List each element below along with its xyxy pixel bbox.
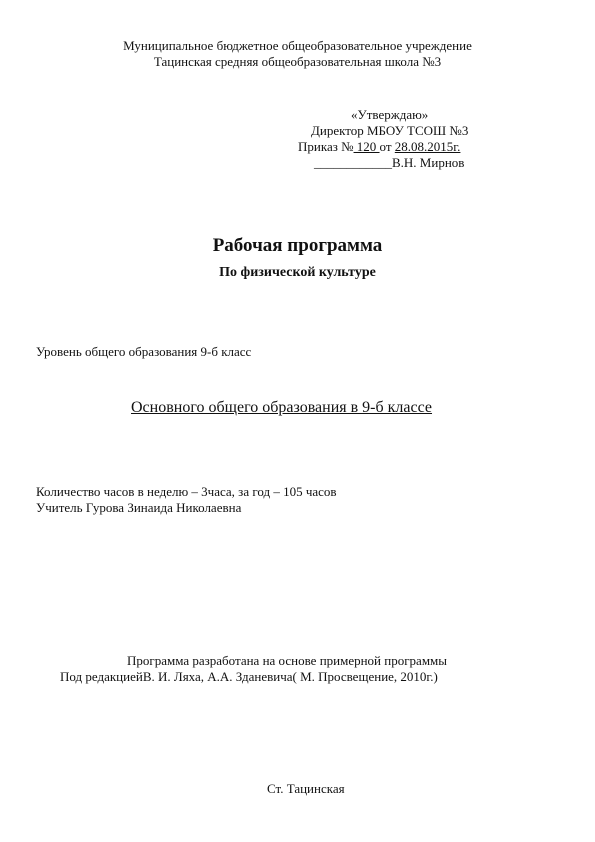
approval-signature <box>314 155 464 171</box>
order-prefix: Приказ № <box>298 139 354 154</box>
place-name: Ст. Тацинская <box>267 781 345 796</box>
school-name-line: Тацинская средняя общеобразовательная школа №3 <box>153 54 442 69</box>
program-basis-line1: Программа разработана на основе примерной программы <box>127 653 448 668</box>
signatory-name: В.Н. Мирнов <box>392 155 465 170</box>
signature-blank: ____________ <box>314 155 392 170</box>
hours-info: Количество часов в неделю – 3часа, за год – 105 часов <box>36 484 337 499</box>
order-from: от <box>379 139 395 154</box>
approval-title: «Утверждаю» <box>351 107 429 122</box>
document-title: Рабочая программа <box>212 235 383 256</box>
order-number: 120 <box>353 139 380 154</box>
approval-director: Директор МБОУ ТСОШ №3 <box>311 123 469 138</box>
order-date: 28.08.2015г. <box>394 139 461 154</box>
program-basis-line2: Под редакциейВ. И. Ляха, А.А. Зданевича( М. Просвещение, 2010г.) <box>60 669 438 684</box>
document-subject: По физической культуре <box>219 265 376 280</box>
school-type-line: Муниципальное бюджетное общеобразовательное учреждение <box>123 38 472 53</box>
teacher-info: Учитель Гурова Зинаида Николаевна <box>36 500 242 515</box>
approval-order <box>298 139 460 155</box>
education-level: Уровень общего образования 9-б класс <box>36 344 252 359</box>
education-stage: Основного общего образования в 9-б классе <box>131 399 433 416</box>
